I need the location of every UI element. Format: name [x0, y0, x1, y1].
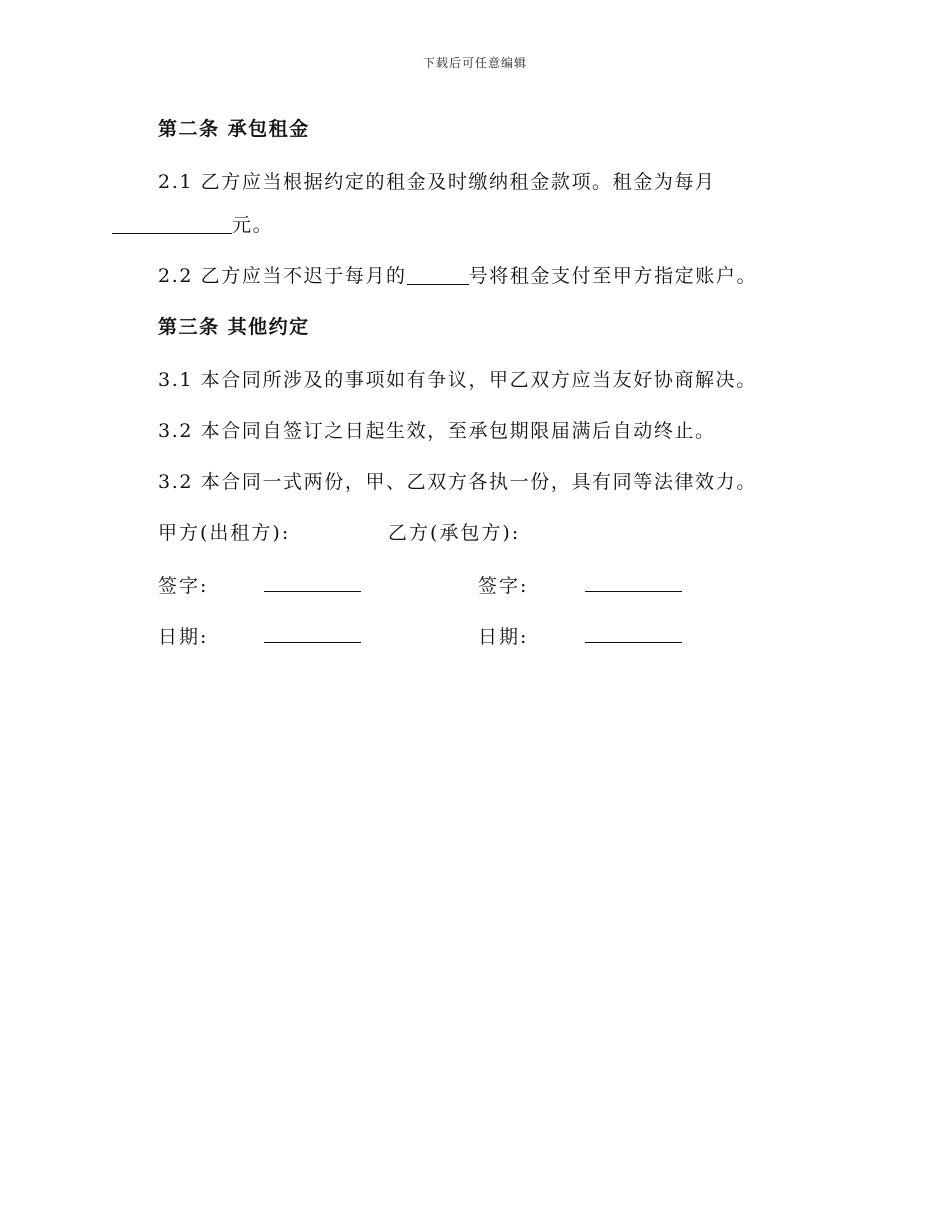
party-a-date-blank [264, 642, 361, 643]
party-a-date-label: 日期: [158, 626, 209, 648]
clause-2-2-after: 号将租金支付至甲方指定账户。 [468, 265, 758, 287]
clause-2-2 [158, 261, 757, 288]
article-2-heading: 第二条 承包租金 [158, 118, 310, 140]
party-b-label: 乙方(承包方): [388, 522, 521, 544]
clause-3-2-effective: 3.2 本合同自签订之日起生效，至承包期限届满后自动终止。 [158, 420, 716, 442]
clause-2-1-line-2 [112, 210, 273, 237]
party-a-label: 甲方(出租方): [158, 522, 291, 544]
rent-amount-blank [112, 232, 232, 234]
party-a-sign-blank [264, 591, 361, 592]
party-b-sign-blank [585, 591, 682, 592]
payment-day-blank [407, 283, 469, 285]
party-b-date-label: 日期: [478, 626, 529, 648]
party-b-sign-label: 签字: [478, 575, 529, 597]
party-a-sign-label: 签字: [158, 575, 209, 597]
clause-2-2-before: 2.2 乙方应当不迟于每月的 [158, 265, 407, 287]
clause-3-1: 3.1 本合同所涉及的事项如有争议，甲乙双方应当友好协商解决。 [158, 369, 757, 391]
article-3-heading: 第三条 其他约定 [158, 316, 310, 338]
page-header-note: 下载后可任意编辑 [422, 56, 527, 70]
clause-3-2-copies: 3.2 本合同一式两份，甲、乙双方各执一份，具有同等法律效力。 [158, 471, 757, 493]
party-b-date-blank [585, 642, 682, 643]
clause-2-1-line-1: 2.1 乙方应当根据约定的租金及时缴纳租金款项。租金为每月 [158, 171, 716, 193]
clause-2-1-suffix: 元。 [232, 214, 274, 236]
